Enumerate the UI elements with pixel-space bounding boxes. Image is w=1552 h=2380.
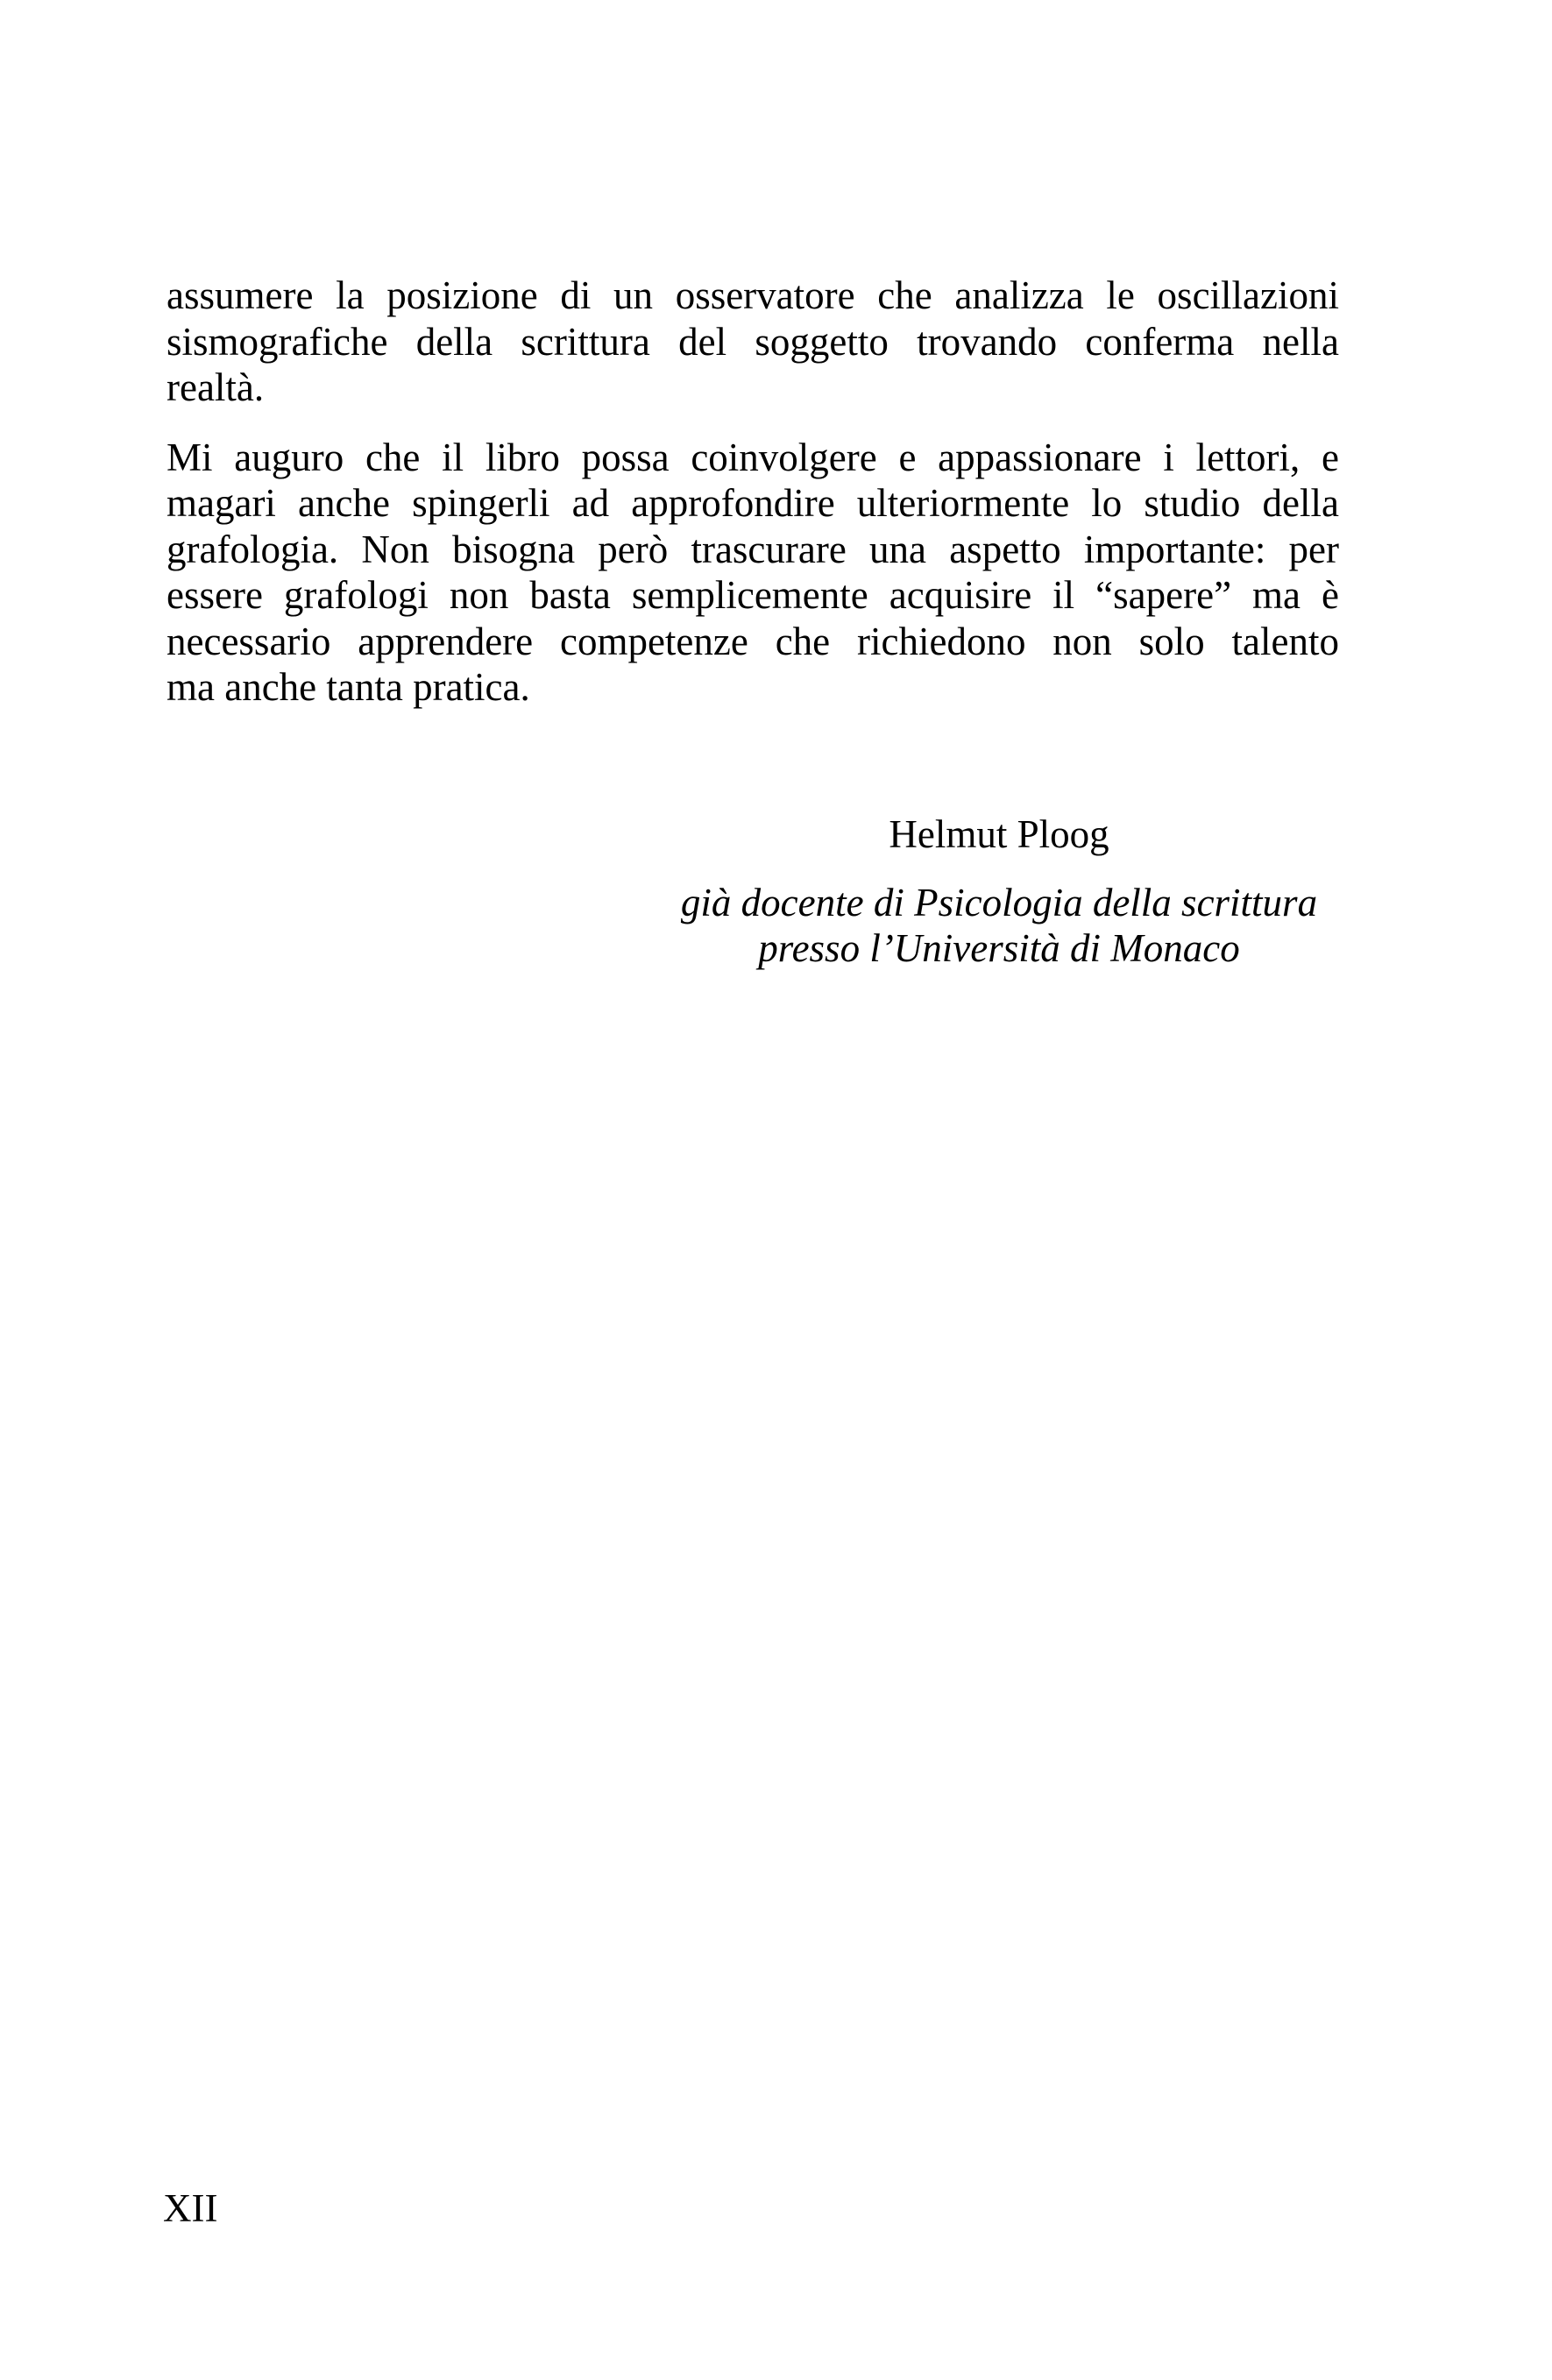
text-line: magari anche spingerli ad approfondire ulteriormente lo studio della xyxy=(167,481,1339,525)
body-text xyxy=(167,273,1339,711)
text-line: necessario apprendere competenze che richiedono non solo talento xyxy=(167,619,1339,663)
text-line: assumere la posizione di un osservatore che analizza le oscillazioni xyxy=(167,273,1339,317)
page-number: XII xyxy=(163,2186,218,2230)
signature-block xyxy=(657,811,1341,972)
text-line: realtà. xyxy=(167,365,265,409)
author-name: Helmut Ploog xyxy=(889,812,1109,856)
paragraph xyxy=(167,273,1339,411)
text-line: presso l’Università di Monaco xyxy=(758,926,1240,970)
text-line: sismografiche della scrittura del soggetto trovando conferma nella xyxy=(167,319,1339,364)
text-line: essere grafologi non basta semplicemente acquisire il “sapere” ma è xyxy=(167,573,1339,617)
text-line: già docente di Psicologia della scrittura xyxy=(680,880,1318,924)
text-line: ma anche tanta pratica. xyxy=(167,665,530,709)
text-line: Mi auguro che il libro possa coinvolgere e appassionare i lettori, e xyxy=(167,435,1339,479)
author-role xyxy=(657,880,1341,972)
paragraph xyxy=(167,435,1339,711)
text-line: grafologia. Non bisogna però trascurare una aspetto importante: per xyxy=(167,527,1339,571)
